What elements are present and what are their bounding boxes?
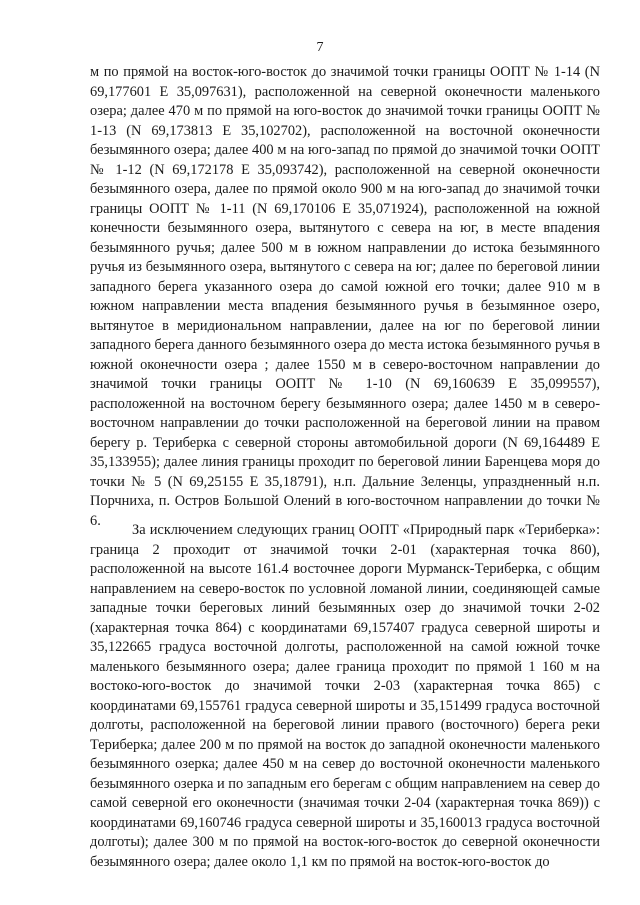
paragraph-exceptions: За исключением следующих границ ООПТ «Природный парк «Териберка»: граница 2 проходит от значимой точки 2-01 (характерная точка 860), расположенной на высоте 161.4 восточнее дороги Мурманск-Териберка, с общим направлением на северо-восток по условной ломаной линии, соединяющей самые западные точки береговых линий безымянных озер до значимой точки 2-02 (характерная точка 864) с координатами 69,157407 градуса северной широты и 35,122665 градуса восточной долготы, расположенной на самой южной точке маленького безымянного озера; далее граница проходит по прямой 1 160 м на востоко-юго-восток до значимой точки 2-03 (характерная точка 865) с координатами 69,155761 градуса северной широты и 35,151499 градуса восточной долготы, расположенной на береговой линии правого (восточного) берега реки Териберка; далее 200 м по прямой на восток до западной оконечности маленького безымянного озерка; далее 450 м на север до восточной оконечности маленького безымянного озерка и по западным его берегам с общим направлением на север до самой северной его оконечности (значимая точки 2-04 (характерная точка 869)) с координатами 69,160746 градуса северной широты и 35,160013 градуса восточной долготы); далее 300 м по прямой на восток-юго-восток до северной оконечности безымянного озера; далее около 1,1 км по прямой на восток-юго-восток до: [90, 522, 600, 870]
paragraph-continuation: м по прямой на восток-юго-восток до значимой точки границы ООПТ № 1-14 (N 69,177601 E 35,097631), расположенной на северной оконечности маленького озера; далее 470 м по прямой на юго-восток до значимой точки границы ООПТ № 1-13 (N 69,173813 E 35,102702), расположенной на восточной оконечности безымянного озера; далее 400 м на юго-запад по прямой до значимой точки ООПТ № 1-12 (N 69,172178 E 35,093742), расположенной на северной оконечности безымянного озера, далее по прямой около 900 м на юго-запад до значимой точки границы ООПТ № 1-11 (N 69,170106 E 35,071924), расположенной на южной конечности безымянного озера, вытянутого с севера на юг, в месте впадения безымянного ручья; далее 500 м в южном направлении до истока безымянного ручья из безымянного озера, вытянутого с севера на юг; далее по береговой линии западного берега указанного озера до самой южной его точки; далее 910 м в южном направлении места впадения безымянного ручья в безымянное озеро, вытянутое в меридиональном направлении, далее на юг по береговой линии западного берега данного безымянного озера до места истока безымянного ручья в южной оконечности озера ; далее 1550 м в северо-восточном направлении до значимой точки границы ООПТ № 1-10 (N 69,160639 E 35,099557), расположенной на восточном берегу безымянного озера; далее 1450 м в северо-восточном направлении до точки расположенной на береговой линии на правом берегу р. Териберка с северной стороны автомобильной дороги (N 69,164489 E 35,133955); далее линия границы проходит по береговой линии Баренцева моря до точки № 5 (N 69,25155 E 35,18791), н.п. Дальние Зеленцы, упраздненный н.п. Порчниха, п. Остров Большой Олений в юго-восточном направлении до точки № 6.: [90, 64, 600, 529]
page-number: 7: [316, 40, 324, 55]
